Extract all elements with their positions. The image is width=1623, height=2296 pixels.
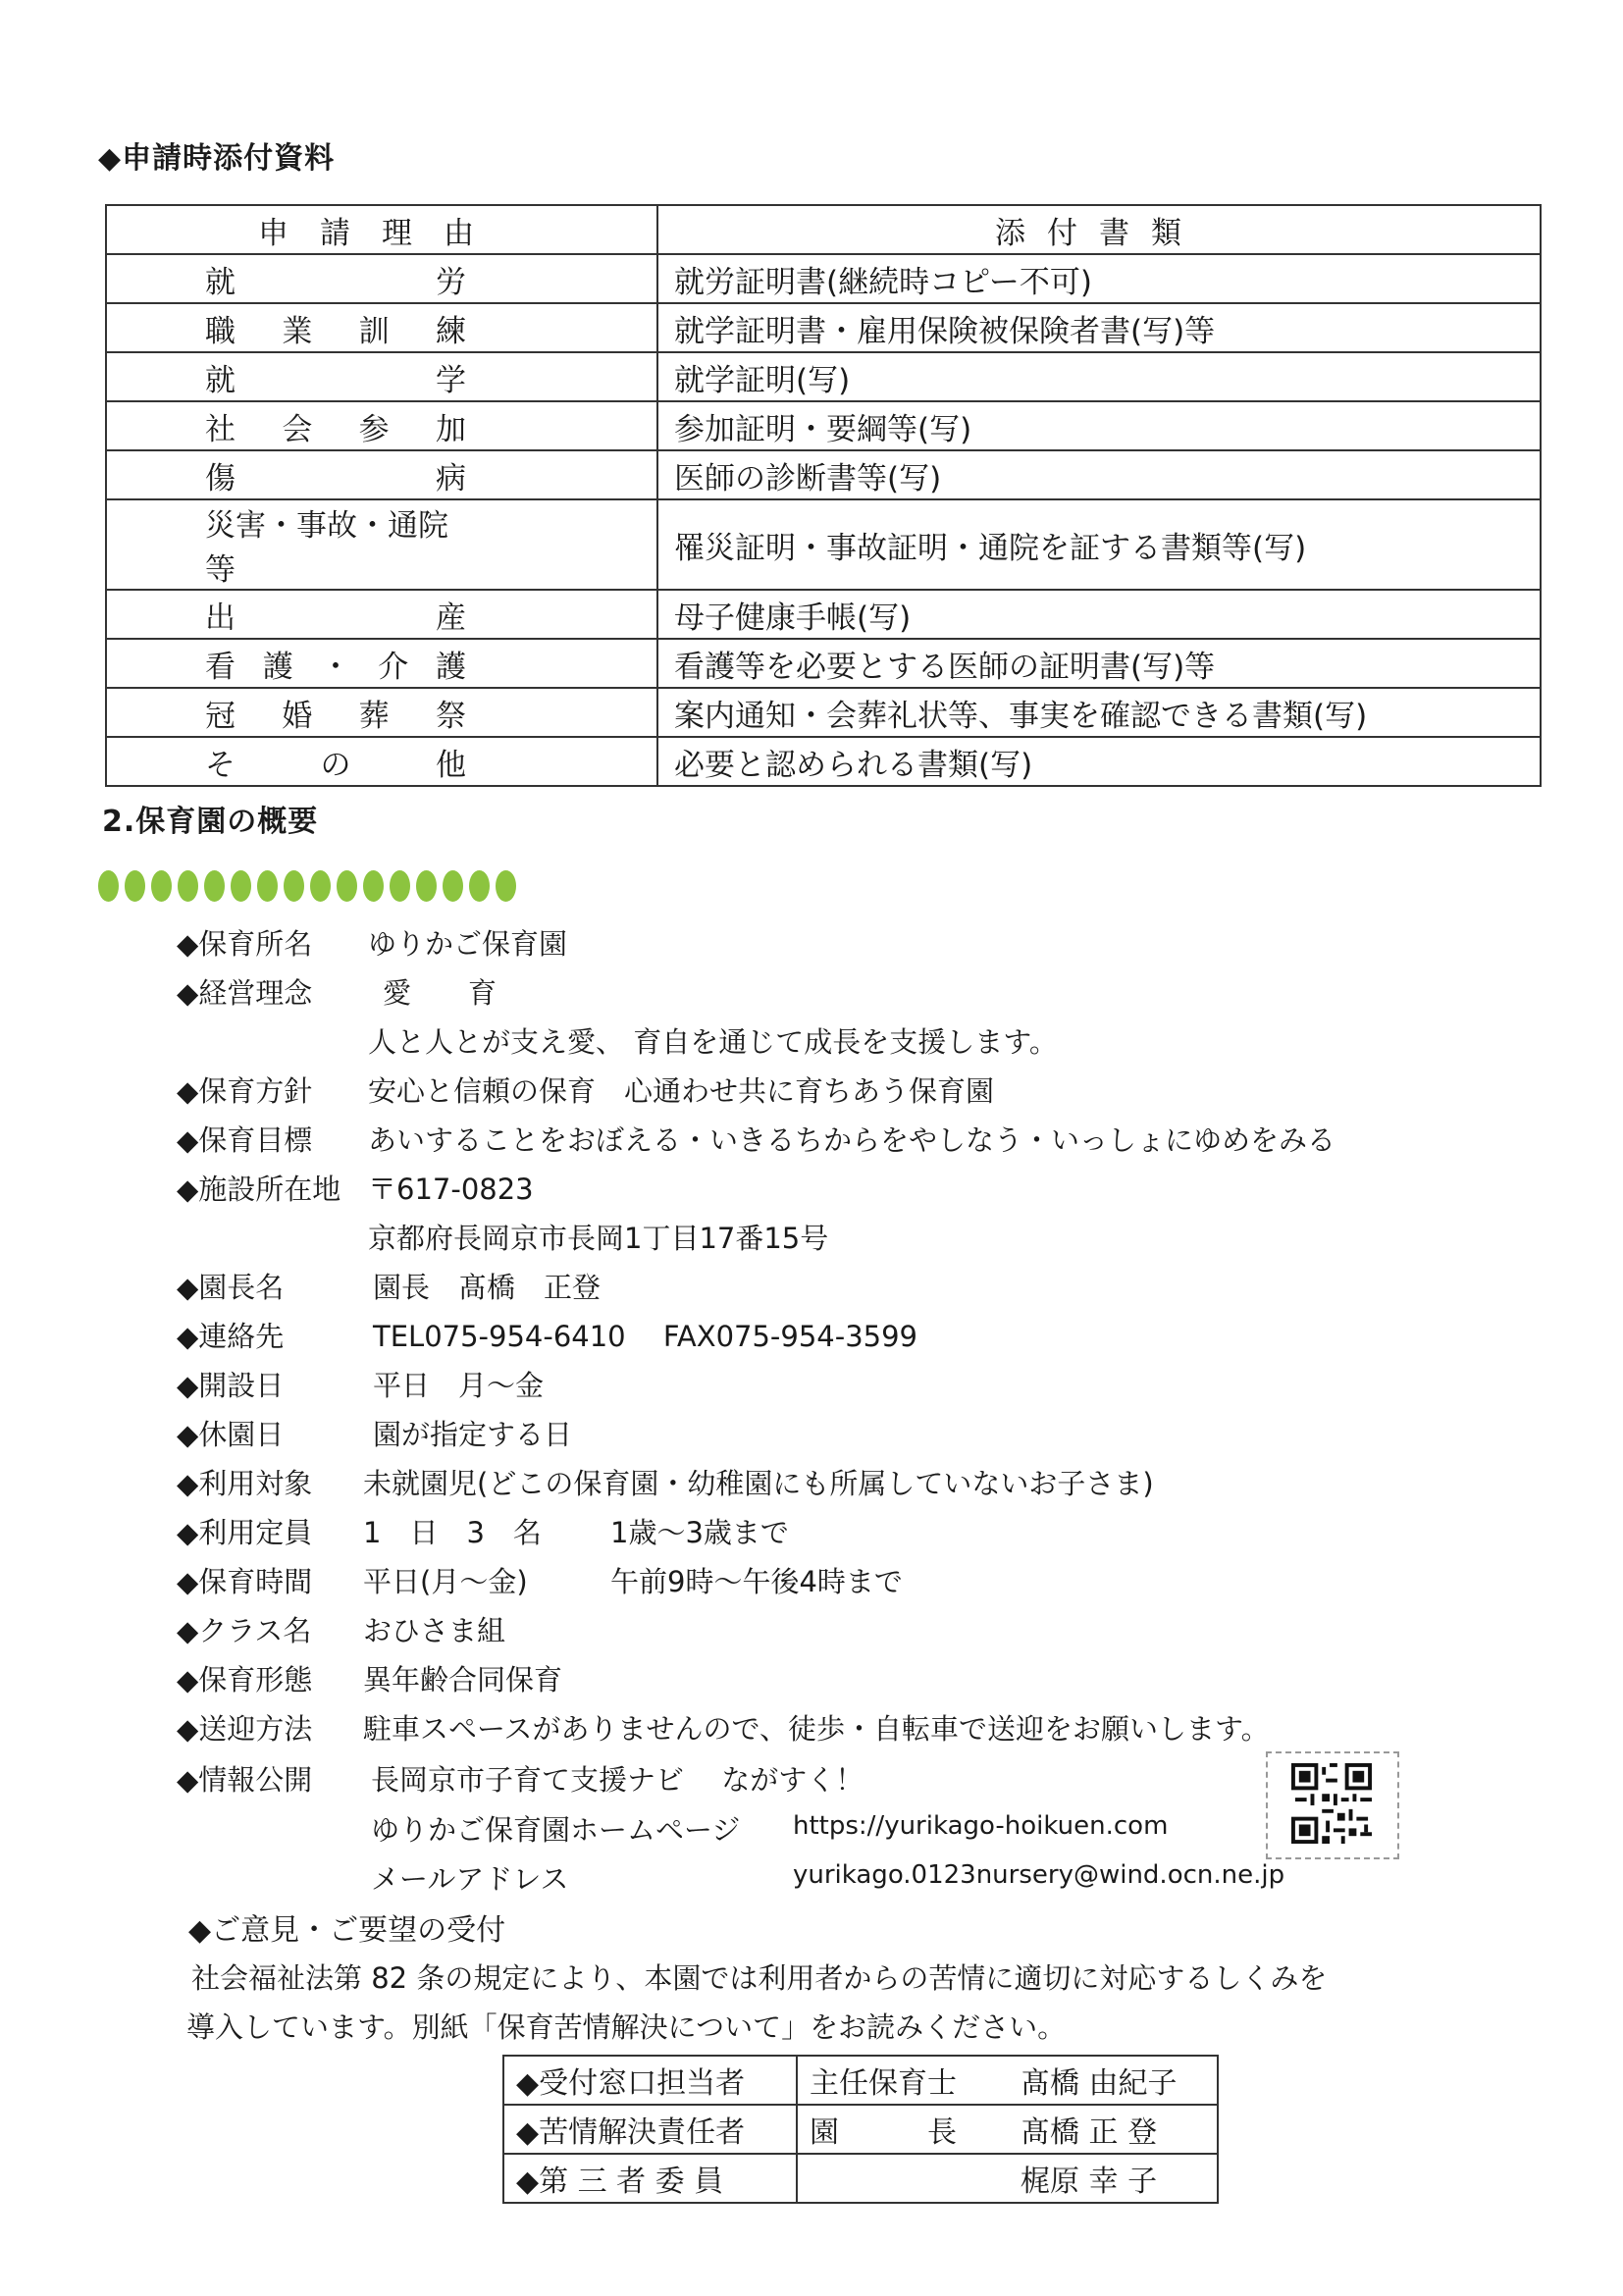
contact-value: TEL075-954-6410 FAX075-954-3599 — [373, 1320, 918, 1353]
reason-char: 社 — [205, 411, 236, 447]
capacity-label: ◆利用定員 — [177, 1516, 313, 1549]
transport-value: 駐車スペースがありませんので、徒歩・自転車で送迎をお願いします。 — [363, 1712, 1270, 1746]
contact-person — [797, 2154, 1218, 2203]
reason-char: 練 — [435, 313, 466, 349]
reason-char: 介 — [378, 649, 409, 685]
address-value: 京都府長岡京市長岡1丁目17番15号 — [368, 1222, 829, 1255]
email-label: メールアドレス — [371, 1862, 569, 1896]
reason-char: 冠 — [205, 698, 236, 734]
hours-days: 平日(月～金) — [363, 1565, 528, 1598]
philosophy-value: 愛 育 — [383, 976, 497, 1010]
attachment-document: 参加証明・要綱等(写) — [657, 401, 1541, 450]
target-value: 未就園児(どこの保育園・幼稚園にも所属していないお子さま) — [363, 1467, 1154, 1500]
attachment-document: 就労証明書(継続時コピー不可) — [657, 254, 1541, 303]
capacity-value: 1 日 3 名 — [363, 1516, 542, 1549]
overview-heading: 2.保育園の概要 — [102, 805, 319, 839]
attachment-row — [106, 401, 1541, 450]
reason-char: 就 — [205, 362, 236, 398]
attachment-document: 案内通知・会葬礼状等、事実を確認できる書類(写) — [657, 688, 1541, 737]
contact-title: 主任保育士 — [810, 2066, 957, 2101]
attachment-row — [106, 590, 1541, 639]
contact-role: ◆第 三 者 委 員 — [503, 2154, 797, 2203]
reason-char: 護 — [262, 649, 293, 685]
reason-char: 会 — [282, 411, 313, 447]
decorative-dot — [310, 870, 331, 902]
attachment-row — [106, 639, 1541, 688]
email-address[interactable]: yurikago.0123nursery@wind.ocn.ne.jp — [793, 1860, 1285, 1890]
decorative-dot — [125, 870, 145, 902]
decorative-dot-row — [98, 870, 516, 902]
reason-char: 護 — [436, 649, 466, 685]
reason-char: 産 — [436, 600, 466, 636]
target-label: ◆利用対象 — [177, 1467, 313, 1500]
decorative-dot — [390, 870, 410, 902]
attachment-reason — [106, 639, 657, 688]
contact-row — [503, 2105, 1218, 2154]
info-label: ◆情報公開 — [177, 1763, 313, 1797]
hours-label: ◆保育時間 — [177, 1565, 313, 1598]
capacity-age: 1歳～3歳まで — [610, 1516, 789, 1549]
reason-char: 婚 — [282, 698, 313, 734]
feedback-line-1: 社会福祉法第 82 条の規定により、本園では利用者からの苦情に適切に対応するしくみを — [191, 1961, 1328, 1995]
class-label: ◆クラス名 — [177, 1614, 312, 1647]
attachment-row — [106, 688, 1541, 737]
attachment-document: 就学証明(写) — [657, 352, 1541, 401]
qr-code-frame[interactable] — [1266, 1751, 1399, 1859]
attachment-document: 母子健康手帳(写) — [657, 590, 1541, 639]
closed-days-value: 園が指定する日 — [373, 1418, 573, 1451]
homepage-label: ゆりかご保育園ホームページ — [371, 1813, 741, 1847]
homepage-url[interactable]: https://yurikago-hoikuen.com — [793, 1811, 1169, 1841]
form-value: 異年齢合同保育 — [363, 1663, 563, 1696]
decorative-dot — [416, 870, 437, 902]
attachment-document: 必要と認められる書類(写) — [657, 737, 1541, 786]
decorative-dot — [337, 870, 357, 902]
reason-char: 職 — [205, 313, 236, 349]
decorative-dot — [231, 870, 251, 902]
attachment-row — [106, 303, 1541, 352]
decorative-dot — [178, 870, 198, 902]
attachment-document: 罹災証明・事故証明・通院を証する書類等(写) — [657, 499, 1541, 590]
hours-time: 午前9時～午後4時まで — [610, 1565, 903, 1598]
attachment-row — [106, 352, 1541, 401]
transport-label: ◆送迎方法 — [177, 1712, 313, 1746]
attachment-row — [106, 737, 1541, 786]
postal-code: 〒617-0823 — [368, 1173, 534, 1206]
attachment-reason — [106, 737, 657, 786]
decorative-dot — [443, 870, 463, 902]
director-label: ◆園長名 — [177, 1271, 285, 1304]
open-days-label: ◆開設日 — [177, 1369, 285, 1402]
philosophy-label: ◆経営理念 — [177, 976, 313, 1010]
reason-char: 葬 — [358, 698, 390, 734]
attachment-row — [106, 254, 1541, 303]
reason-char: ・ — [320, 649, 351, 685]
reason-char: 訓 — [358, 313, 390, 349]
contact-role: ◆苦情解決責任者 — [503, 2105, 797, 2154]
decorative-dot — [363, 870, 384, 902]
director-value: 園長 髙橋 正登 — [373, 1271, 602, 1304]
reason-char: 災害・事故・通院等 — [205, 508, 448, 588]
reason-char: 業 — [282, 313, 313, 349]
attachment-reason — [106, 590, 657, 639]
reason-char: そ — [205, 747, 236, 783]
complaint-contacts-table — [502, 2055, 1219, 2204]
attachment-reason — [106, 450, 657, 499]
philosophy-text: 人と人とが支え愛、 育自を通じて成長を支援します。 — [368, 1025, 1058, 1059]
address-label: ◆施設所在地 — [177, 1173, 341, 1206]
goal-label: ◆保育目標 — [177, 1123, 313, 1157]
attachment-reason — [106, 401, 657, 450]
reason-char: 加 — [435, 411, 466, 447]
attachment-reason — [106, 303, 657, 352]
decorative-dot — [496, 870, 516, 902]
reason-char: 参 — [358, 411, 390, 447]
reason-char: 出 — [205, 600, 236, 636]
policy-label: ◆保育方針 — [177, 1074, 313, 1108]
policy-value: 安心と信頼の保育 心通わせ共に育ちあう保育園 — [368, 1074, 995, 1108]
attachment-reason — [106, 254, 657, 303]
attachment-document: 医師の診断書等(写) — [657, 450, 1541, 499]
decorative-dot — [469, 870, 490, 902]
contact-label: ◆連絡先 — [177, 1320, 285, 1353]
attachments-table — [105, 204, 1542, 787]
attachments-heading: ◆申請時添付資料 — [98, 141, 336, 176]
reason-char: 就 — [205, 264, 236, 300]
decorative-dot — [284, 870, 304, 902]
decorative-dot — [204, 870, 225, 902]
contact-title: 園 長 — [810, 2115, 957, 2150]
attachments-header-row — [106, 205, 1541, 254]
decorative-dot — [98, 870, 119, 902]
qr-code-icon — [1291, 1763, 1372, 1844]
decorative-dot — [151, 870, 172, 902]
attachment-reason — [106, 688, 657, 737]
class-value: おひさま組 — [363, 1614, 506, 1647]
feedback-heading: ◆ご意見・ご要望の受付 — [188, 1913, 506, 1948]
col-reason-header: 申請理由 — [106, 205, 657, 254]
attachment-reason — [106, 499, 657, 590]
contact-row — [503, 2056, 1218, 2105]
name-value: ゆりかご保育園 — [368, 927, 568, 961]
reason-char: の — [320, 747, 351, 783]
contact-person — [797, 2056, 1218, 2105]
decorative-dot — [257, 870, 278, 902]
attachment-row — [106, 499, 1541, 590]
reason-char: 学 — [436, 362, 466, 398]
contact-row — [503, 2154, 1218, 2203]
info-navi: 長岡京市子育て支援ナビ ながすく！ — [371, 1763, 864, 1797]
reason-char: 傷 — [205, 460, 236, 496]
reason-char: 他 — [436, 747, 466, 783]
closed-days-label: ◆休園日 — [177, 1418, 285, 1451]
reason-char: 病 — [436, 460, 466, 496]
open-days-value: 平日 月～金 — [373, 1369, 545, 1402]
reason-char: 祭 — [435, 698, 466, 734]
attachment-reason — [106, 352, 657, 401]
name-label: ◆保育所名 — [177, 927, 313, 961]
contact-name: 髙橋 由紀子 — [1021, 2066, 1178, 2101]
attachment-row — [106, 450, 1541, 499]
form-label: ◆保育形態 — [177, 1663, 313, 1696]
goal-value: あいすることをおぼえる・いきるちからをやしなう・いっしょにゆめをみる — [368, 1123, 1336, 1157]
reason-char: 労 — [436, 264, 466, 300]
reason-char: 看 — [205, 649, 236, 685]
contact-person — [797, 2105, 1218, 2154]
attachment-document: 就学証明書・雇用保険被保険者書(写)等 — [657, 303, 1541, 352]
attachment-document: 看護等を必要とする医師の証明書(写)等 — [657, 639, 1541, 688]
contact-name: 梶原 幸 子 — [1021, 2165, 1158, 2199]
contact-role: ◆受付窓口担当者 — [503, 2056, 797, 2105]
contact-name: 髙橋 正 登 — [1021, 2115, 1158, 2150]
col-docs-header: 添付書類 — [657, 205, 1541, 254]
feedback-line-2: 導入しています。別紙「保育苦情解決について」をお読みください。 — [186, 2010, 1067, 2044]
